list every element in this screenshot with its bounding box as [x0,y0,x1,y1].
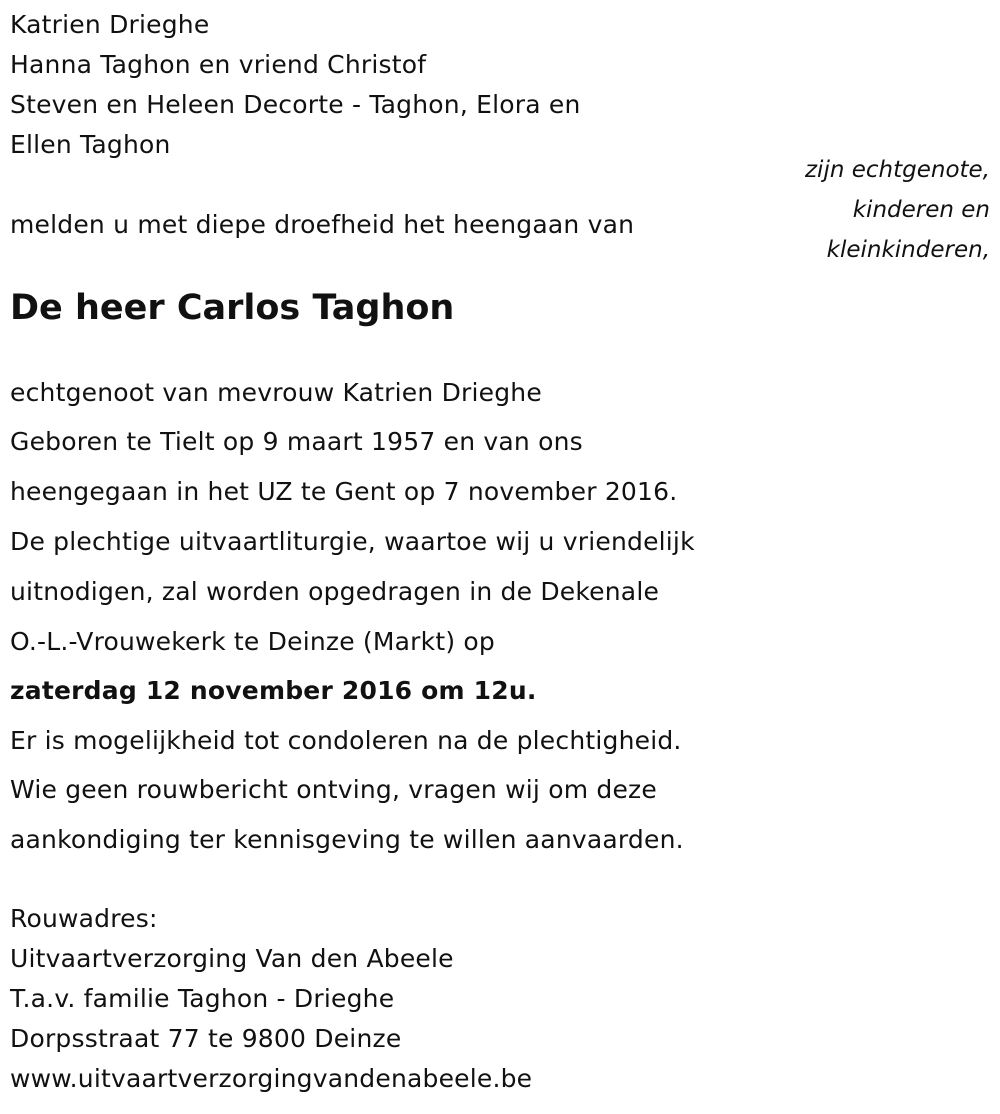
body-line: uitnodigen, zal worden opgedragen in de Dekenale [10,577,660,606]
relation-line: kleinkinderen, [826,237,990,263]
family-member-line: Steven en Heleen Decorte - Taghon, Elora en [10,90,581,119]
body-line: Wie geen rouwbericht ontving, vragen wij om deze [10,775,657,804]
body-line: heengegaan in het UZ te Gent op 7 november 2016. [10,477,678,506]
body-line: Er is mogelijkheid tot condoleren na de plechtigheid. [10,726,682,755]
address-line: Uitvaartverzorging Van den Abeele [10,944,454,973]
announcement-text: melden u met diepe droefheid het heengaan van [10,210,635,239]
body-line: O.-L.-Vrouwekerk te Deinze (Markt) op [10,627,495,656]
body-line: aankondiging ter kennisgeving te willen aanvaarden. [10,825,684,854]
address-heading: Rouwadres: [10,904,158,933]
body-line: De plechtige uitvaartliturgie, waartoe wij u vriendelijk [10,527,695,556]
body-line: Geboren te Tielt op 9 maart 1957 en van ons [10,427,583,456]
family-member-line: Katrien Drieghe [10,10,210,39]
relation-line: zijn echtgenote, [804,157,990,183]
family-member-line: Ellen Taghon [10,130,171,159]
address-line: T.a.v. familie Taghon - Drieghe [10,984,395,1013]
address-line: Dorpsstraat 77 te 9800 Deinze [10,1024,402,1053]
funeral-date-line: zaterdag 12 november 2016 om 12u. [10,676,537,705]
relation-line: kinderen en [852,197,990,223]
body-line: echtgenoot van mevrouw Katrien Drieghe [10,378,542,407]
website-link[interactable]: www.uitvaartverzorgingvandenabeele.be [10,1064,533,1093]
deceased-name-heading: De heer Carlos Taghon [10,288,455,328]
family-member-line: Hanna Taghon en vriend Christof [10,50,427,79]
